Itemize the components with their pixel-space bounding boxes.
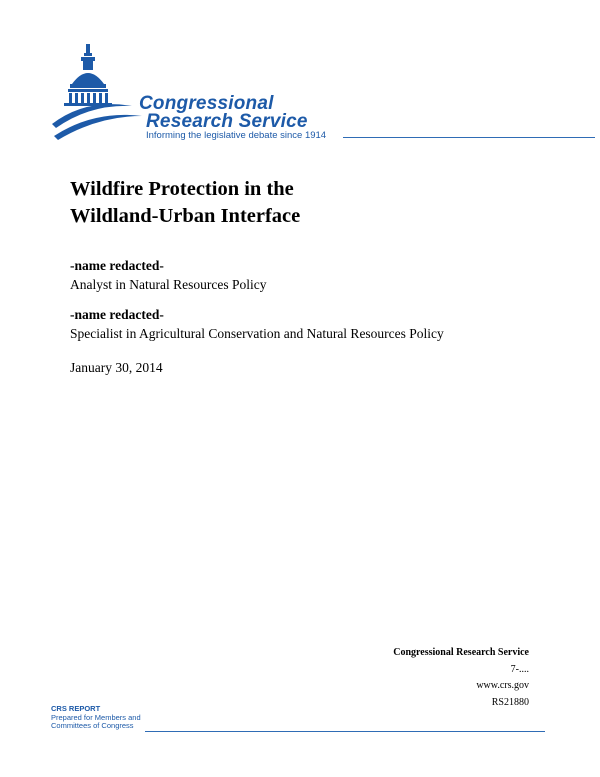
crs-report-label	[51, 705, 141, 731]
logo-title-line2: Research Service	[146, 111, 308, 132]
footer-divider	[145, 731, 545, 732]
crs-contact-block	[393, 645, 529, 711]
author-block	[70, 305, 444, 343]
author-name: -name redacted-	[70, 307, 164, 322]
crs-report-line2: Committees of Congress	[51, 721, 134, 730]
crs-report-line1: Prepared for Members and	[51, 712, 141, 722]
tagline-divider	[343, 137, 595, 138]
crs-logo	[50, 40, 550, 150]
report-title-line1: Wildfire Protection in the	[70, 178, 294, 200]
report-date: January 30, 2014	[70, 360, 163, 375]
author-name: -name redacted-	[70, 258, 164, 273]
report-number: RS21880	[491, 696, 529, 708]
crs-phone: 7-....	[510, 663, 529, 675]
capitol-dome-icon	[50, 40, 145, 140]
author-role: Analyst in Natural Resources Policy	[70, 277, 267, 292]
logo-title-line1: Congressional	[139, 93, 274, 114]
author-block	[70, 256, 266, 294]
report-title	[70, 176, 300, 230]
logo-tagline: Informing the legislative debate since 1914	[146, 130, 327, 141]
crs-report-title: CRS REPORT	[51, 704, 101, 713]
crs-org-name: Congressional Research Service	[393, 647, 529, 658]
author-role: Specialist in Agricultural Conservation and Natural Resources Policy	[70, 326, 444, 341]
crs-website-link[interactable]: www.crs.gov	[476, 680, 529, 691]
report-title-line2: Wildland-Urban Interface	[70, 205, 301, 227]
